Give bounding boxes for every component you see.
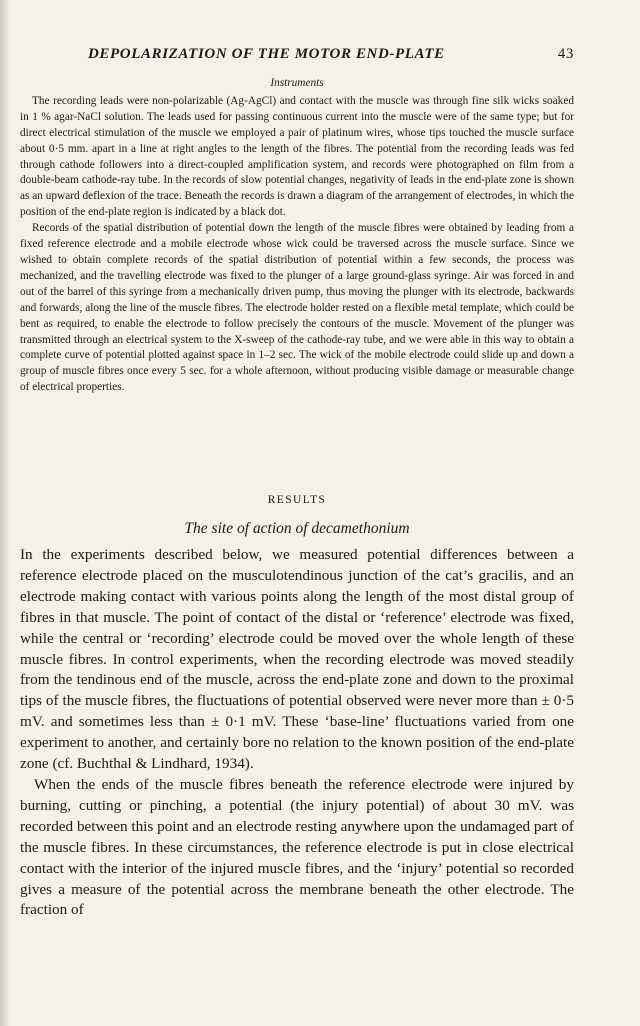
results-body — [20, 545, 574, 921]
running-header — [88, 46, 574, 63]
results-paragraph-1: In the experiments described below, we measured potential differences between a reference electrode placed on the musculotendinous junction of the cat’s gracilis, and an electrode making contact with various points along the length of the most distal group of fibres in that muscle. The point of contact of the distal or ‘reference’ electrode was fixed, while the central or ‘recording’ electrode could be moved over the whole length of these muscle fibres. In control experiments, when the recording electrode was moved steadily from the tendinous end of the muscle, across the end-plate zone and down to the proximal tips of the muscle fibres, the fluctuations of potential observed were never more than ± 0·5 mV. and sometimes less than ± 0·1 mV. These ‘base-line’ fluctuations varied from one experiment to another, and certainly bore no relation to the known position of the end-plate zone (cf. Buchthal & Lindhard, 1934). — [20, 546, 574, 773]
binding-shadow — [0, 0, 10, 1026]
instruments-section — [20, 76, 574, 396]
instruments-heading: Instruments — [270, 77, 324, 89]
results-heading: RESULTS — [267, 494, 327, 506]
running-title: DEPOLARIZATION OF THE MOTOR END-PLATE — [88, 46, 445, 62]
instruments-paragraph-1: The recording leads were non-polarizable (Ag-AgCl) and contact with the muscle was through fine silk wicks soaked in 1 % agar-NaCl solution. The leads used for passing continuous current into the muscle were of the same type; but for direct electrical stimulation of the muscle we employed a pair of platinum wires, whose tips touched the muscle surface about 0·5 mm. apart in a line at right angles to the length of the fibres. The potential from the recording leads was fed through cathode followers into a direct-coupled amplification system, and records were photographed on film from a double-beam cathode-ray tube. In the records of slow potential changes, negativity of leads in the end-plate zone is shown as an upward deflexion of the trace. Beneath the records is drawn a diagram of the arrangement of electrodes, in which the position of the end-plate region is indicated by a black dot. — [20, 94, 574, 219]
section-title: The site of action of decamethonium — [184, 520, 410, 537]
results-paragraph-2: When the ends of the muscle fibres beneath the reference electrode were injured by burning, cutting or pinching, a potential (the injury potential) of about 30 mV. was recorded between this point and an electrode resting anywhere upon the undamaged part of the muscle fibres. In these circumstances, the reference electrode is put in close electrical contact with the interior of the injured muscle fibres, and the ‘injury’ potential so recorded gives a measure of the potential across the membrane beneath the other electrode. The fraction of — [20, 775, 574, 919]
page-number: 43 — [557, 46, 574, 62]
instruments-paragraph-2: Records of the spatial distribution of potential down the length of the muscle fibres were obtained by leading from a fixed reference electrode and a mobile electrode whose wick could be traversed across the muscle surface. Since we wished to obtain complete records of the spatial distribution of potential within a few seconds, the process was mechanized, and the travelling electrode was fixed to the plunger of a large ground-glass syringe. Air was forced in and out of the barrel of this syringe from a mechanically driven pump, thus moving the plunger with its electrode, backwards and forwards, along the line of the muscle fibres. The electrode holder rested on a flexible metal template, which could be bent as required, to enable the electrode to follow precisely the contours of the muscle. Movement of the plunger was transmitted through an electrical system to the X-sweep of the cathode-ray tube, and we were able in this way to obtain a complete curve of potential plotted against space in 1–2 sec. The wick of the mobile electrode could slide up and down a group of muscle fibres once every 5 sec. for a whole afternoon, without producing visible damage or measurable change of electrical properties. — [20, 222, 574, 394]
